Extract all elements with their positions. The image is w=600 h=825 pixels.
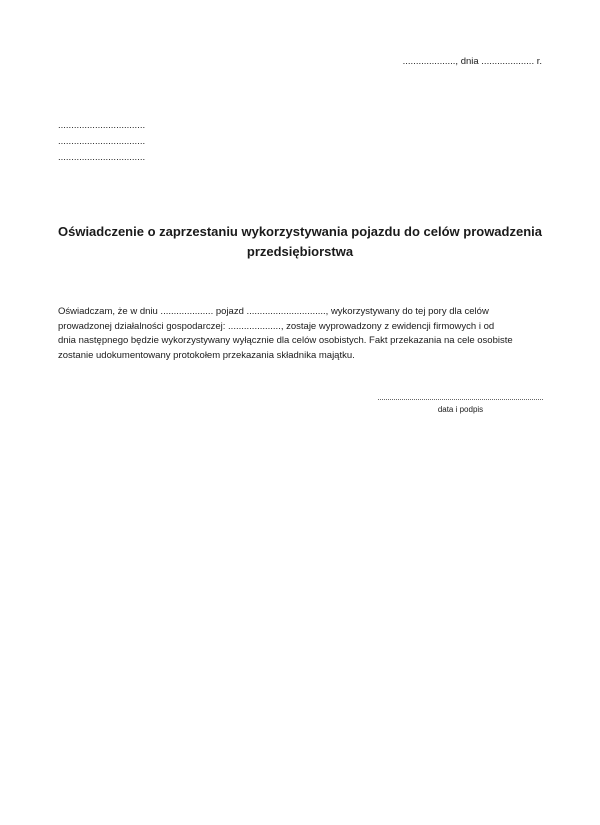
body-line: dnia następnego będzie wykorzystywany wyłącznie dla celów osobistych. Fakt przekazania na cele osobiste xyxy=(58,335,513,346)
sender-line: ................................. xyxy=(58,152,146,163)
sender-block xyxy=(58,118,145,166)
place-date-line: ...................., dnia .................... r. xyxy=(402,56,542,67)
title-line: Oświadczenie o zaprzestaniu wykorzystywania pojazdu do celów prowadzenia xyxy=(57,224,542,239)
signature-label: data i podpis xyxy=(437,405,484,414)
signature-line xyxy=(378,399,543,400)
document-title xyxy=(40,222,560,262)
body-line: Oświadczam, że w dniu .................... pojazd .............................., wykorzystywany do tej pory dla celów xyxy=(58,306,489,317)
declaration-body xyxy=(58,305,548,363)
body-line: prowadzonej działalności gospodarczej: ...................., zostaje wyprowadzony z ewidencji firmowych i od xyxy=(58,320,495,332)
sender-line: ................................. xyxy=(58,136,146,147)
sender-line: ................................. xyxy=(58,120,146,131)
title-line: przedsiębiorstwa xyxy=(246,244,354,259)
body-line: zostanie udokumentowany protokołem przekazania składnika majątku. xyxy=(58,349,355,361)
